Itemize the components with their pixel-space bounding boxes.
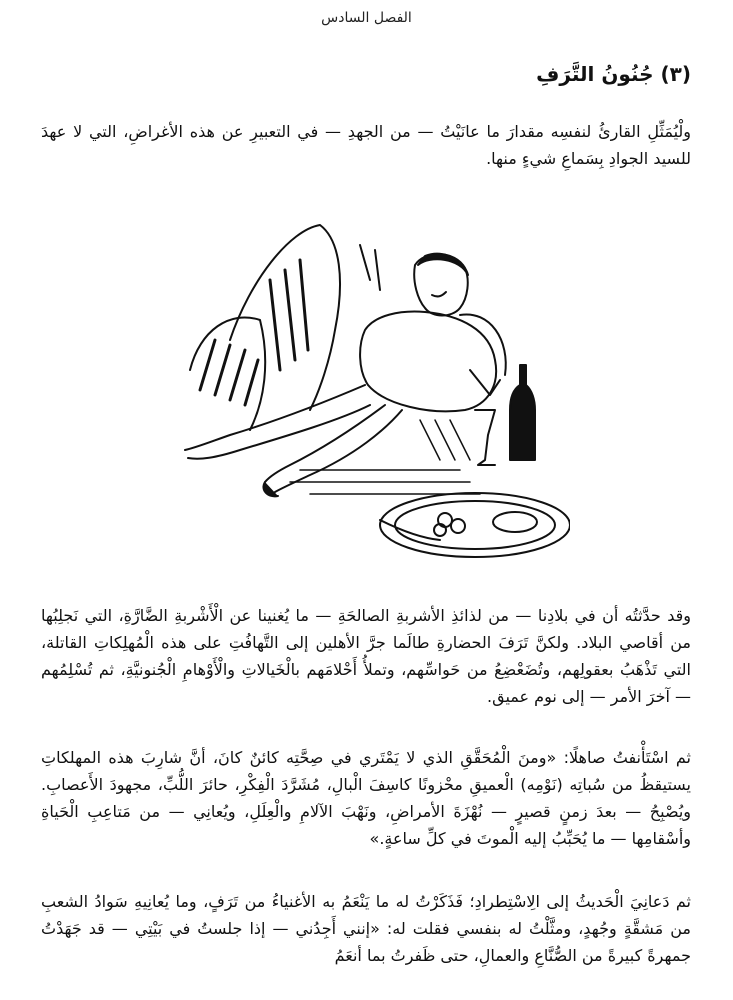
intro-paragraph: ولْيُمَثِّلِ القارئُ لنفسِه مقدارَ ما عانَيْتُ — من الجهدِ — في التعبيرِ عن هذه الأغراضِ، التي لا عهدَ للسيد الجوادِ بِسَماعِ شيءٍ منها.	[41, 122, 691, 168]
man-torso	[360, 312, 496, 412]
body-paragraph-2: ثم اسْتَأْنفتُ صاهلًا: «ومنَ الْمُحَقَّقِ الذي لا يَمْتَري في صِحَّتِه كائنٌ كانَ، أنَّ شارِبَ هذه المهلكاتِ يستيقظُ من سُباتِه (نَوْمِه) الْعميقِ محْزونًا كاسِفَ الْبالِ، مُشَرَّدَ الْفِكْرِ، حائرَ اللُّبِّ، مجهودَ الأَعصابِ. ويُصْبِحُ — بعدَ زمنٍ قصيرٍ — نُهْزَةَ الأمراضِ، ونَهْبَ الآلامِ والْعِلَلِ، ويُعانِي — من مَتاعِبِ الْحَياةِ وأسْقامِها — ما يُحَبِّبُ إليه الْموتَ في كلِّ ساعةٍ.»	[41, 748, 691, 848]
body-paragraph-1: وقد حدَّثتُه أن في بلادِنا — من لذائذِ الأشربةِ الصالحَةِ — ما يُغنينا عن الْأَشْربةِ الضَّارَّةِ، التي نَجلِبُها من أقاصي البلاد. ولكنَّ تَرَفَ الحضارةِ طالَما جرَّ الأهلين إلى التَّهافُتِ على هذه الْمُهلِكاتِ القاتلة، التي تَذْهَبُ بعقولِهم، وتُضَعْضِعُ من حَواسِّهم، وتملأُ أَحْلامَهم بالْخَيالاتِ والْأَوْهامِ الْجُنونيَّةِ، ثم تُسْلِمُهم — آخرَ الأمر — إلى نوم عميق.	[41, 606, 691, 706]
plate	[380, 493, 570, 557]
man-reclining-illustration	[170, 220, 570, 570]
section-title: (٣) جُنُونُ التَّرَفِ	[536, 62, 691, 86]
body-paragraph-3: ثم دَعانِيَ الْحَديثُ إلى الِاسْتِطرادِ؛ فَذَكَرْتُ له ما يَنْعَمُ به الأغنياءُ من تَرَفٍ، وما يُعانِيهِ سَوادُ الشعبِ من مَشقَّةٍ وجُهدٍ، ومثَّلْتُ له بنفسي فقلت له: «إنني أَجِدُني — إذا جلستُ في بَيْتِي — قد جَهَدْتُ جمهرةً كبيرةً من الصُّنَّاعِ والعمالِ، حتى ظَفرتُ بما أنعَمُ	[41, 892, 691, 965]
wine-bottle	[510, 365, 535, 460]
running-header: الفصل السادس	[321, 10, 412, 26]
wine-glass	[475, 410, 495, 465]
